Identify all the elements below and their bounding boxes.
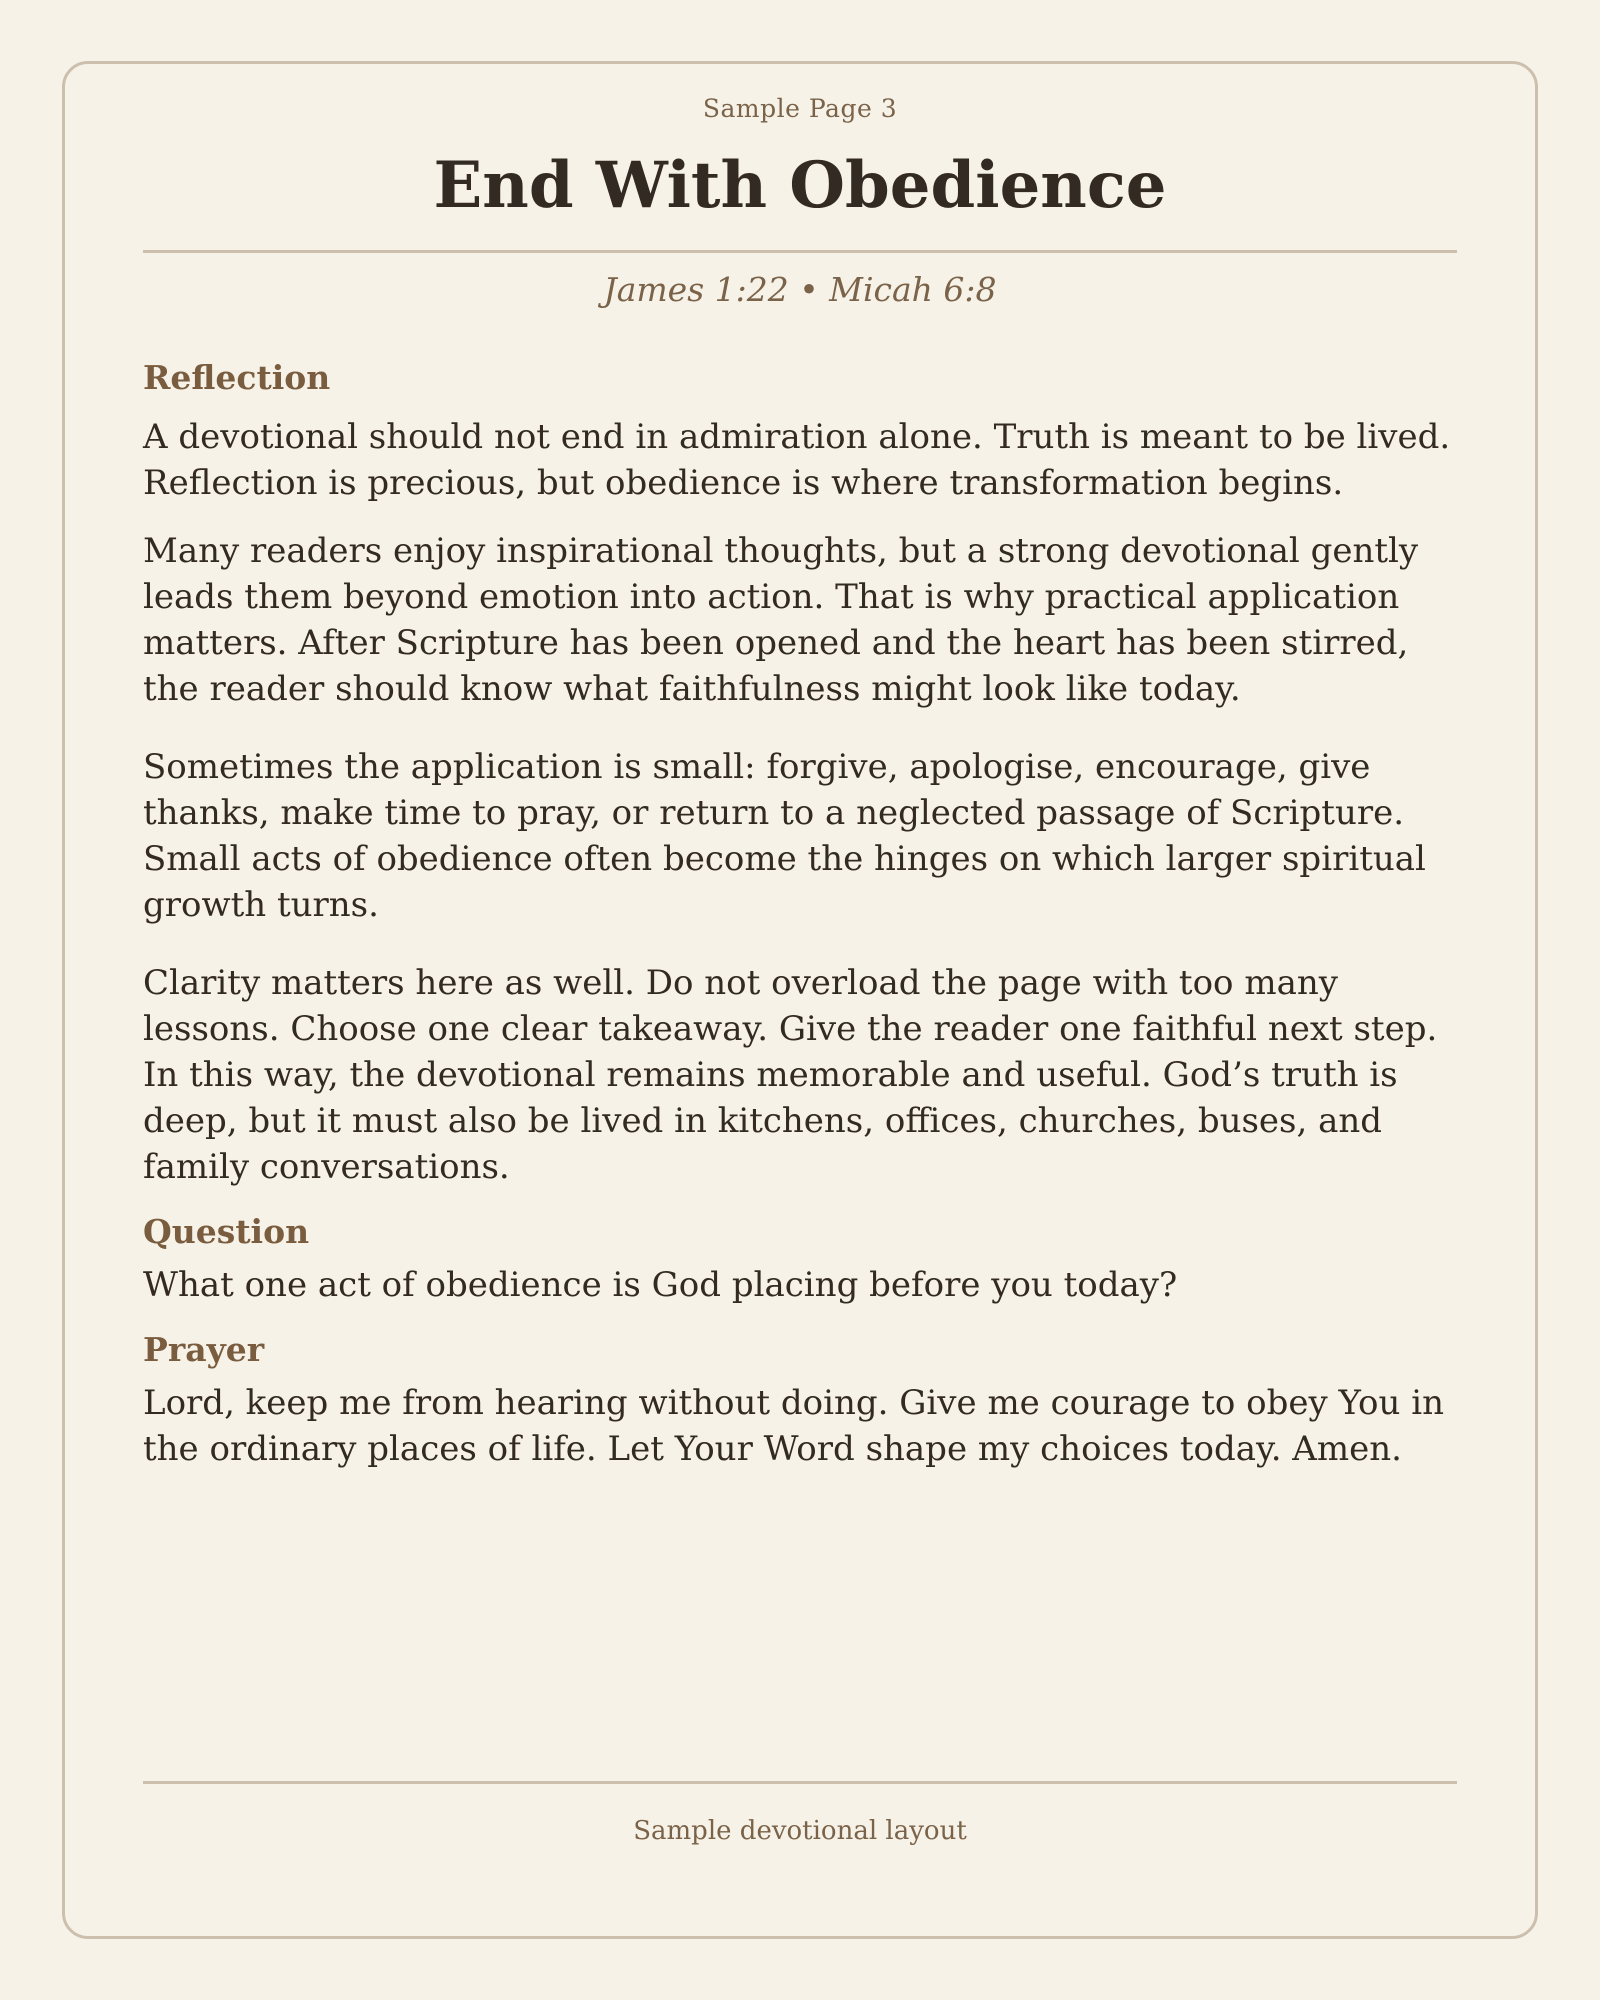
question-heading: Question bbox=[143, 1212, 310, 1251]
reflection-heading: Reflection bbox=[143, 358, 331, 397]
question-text: What one act of obedience is God placing before you today? bbox=[143, 1265, 1178, 1305]
prayer-heading: Prayer bbox=[143, 1330, 265, 1369]
page-title: End With Obedience bbox=[433, 148, 1167, 223]
prayer-text: Lord, keep me from hearing without doing. Give me courage to obey You in the ordinary places of life. Let Your Word shape my choices today. Amen. bbox=[143, 1383, 1444, 1469]
reflection-paragraph-4: Clarity matters here as well. Do not overload the page with too many lessons. Choose one clear takeaway. Give the reader one faithful next step. In this way, the devotional remains memorable and useful. God’s truth is deep, but it must also be lived in kitchens, offices, churches, buses, and family conversations. bbox=[143, 963, 1438, 1187]
page-number-label: Sample Page 3 bbox=[702, 94, 898, 123]
devotional-page bbox=[62, 61, 1538, 1939]
reflection-paragraph-2: Many readers enjoy inspirational thoughts, but a strong devotional gently leads them beyond emotion into action. That is why practical application matters. After Scripture has been opened and the heart has been stirred, the reader should know what faithfulness might look like today. bbox=[143, 531, 1419, 709]
header-divider bbox=[143, 250, 1457, 253]
footer-text: Sample devotional layout bbox=[633, 1816, 967, 1846]
reflection-paragraph-3: Sometimes the application is small: forgive, apologise, encourage, give thanks, make time to pray, or return to a neglected passage of Scripture. Small acts of obedience often become the hinges on which larger spiritual growth turns. bbox=[143, 747, 1426, 925]
page-inner bbox=[143, 64, 1457, 1936]
footer-divider bbox=[143, 1781, 1457, 1784]
scripture-reference: James 1:22 • Micah 6:8 bbox=[603, 270, 997, 309]
page-content bbox=[143, 356, 1457, 1472]
reflection-paragraph-1: A devotional should not end in admiration alone. Truth is meant to be lived. Reflection is precious, but obedience is where transformation begins. bbox=[143, 417, 1451, 503]
